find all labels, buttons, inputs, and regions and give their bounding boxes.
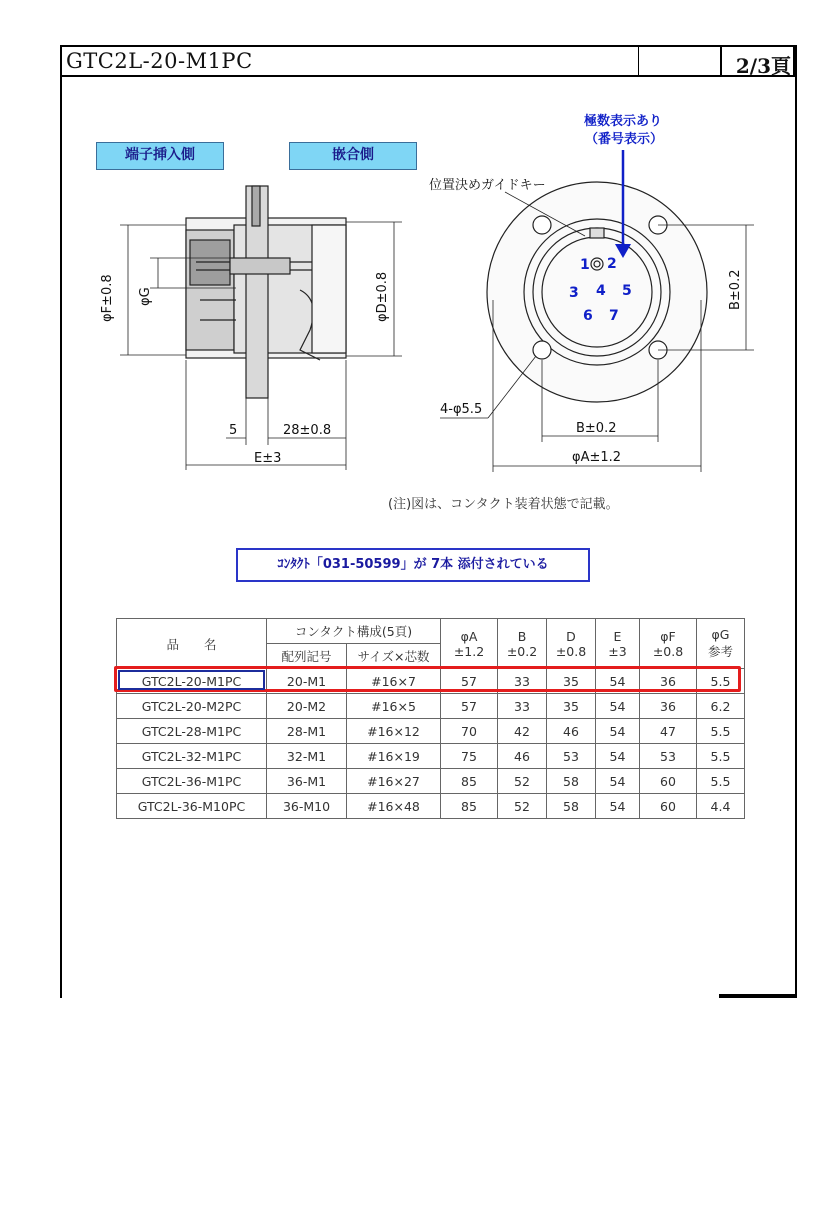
header-layout: 配列記号 [267, 644, 347, 669]
header-G: φG 参考 [697, 619, 745, 669]
header-E: E ±3 [596, 619, 640, 669]
table-row [117, 794, 745, 819]
table-cell: 20-M2 [267, 694, 347, 719]
table-cell: 5.5 [697, 669, 745, 694]
table-cell: 52 [498, 769, 547, 794]
header-B: B ±0.2 [498, 619, 547, 669]
table-cell: 52 [498, 794, 547, 819]
dim-5-label: 5 [229, 423, 238, 438]
polarity-note-line2: （番号表示） [585, 132, 664, 147]
table-cell: 36 [640, 694, 697, 719]
contact-note-text: ｺﾝﾀｸﾄ「031-50599」が 7本 添付されている [277, 557, 549, 572]
table-cell: 85 [441, 794, 498, 819]
dim-F-label: φF±0.8 [100, 274, 115, 322]
table-cell: 36-M1 [267, 769, 347, 794]
pin-1: 1 [580, 257, 590, 273]
table-cell: 5.5 [697, 769, 745, 794]
table-cell: 54 [596, 669, 640, 694]
document-title: GTC2L-20-M1PC [66, 49, 253, 73]
table-cell: #16×27 [347, 769, 441, 794]
header-D: D ±0.8 [547, 619, 596, 669]
table-row [117, 769, 745, 794]
terminal-side-tag: 端子挿入側 [96, 142, 224, 170]
header-name: 品 名 [117, 619, 267, 669]
table-cell: 85 [441, 769, 498, 794]
table-cell: 60 [640, 769, 697, 794]
table-cell: 6.2 [697, 694, 745, 719]
table-cell: 58 [547, 769, 596, 794]
table-cell: 60 [640, 794, 697, 819]
table-cell: GTC2L-20-M1PC [117, 669, 267, 694]
table-cell: GTC2L-36-M10PC [117, 794, 267, 819]
table-cell: 32-M1 [267, 744, 347, 769]
mating-side-tag: 嵌合側 [289, 142, 417, 170]
table-cell: 5.5 [697, 719, 745, 744]
table-row [117, 694, 745, 719]
table-cell: 36-M10 [267, 794, 347, 819]
header-F: φF ±0.8 [640, 619, 697, 669]
table-cell: GTC2L-20-M2PC [117, 694, 267, 719]
table-cell: 35 [547, 669, 596, 694]
table-cell: #16×5 [347, 694, 441, 719]
table-cell: 20-M1 [267, 669, 347, 694]
pin-4: 4 [596, 283, 606, 299]
table-cell: #16×19 [347, 744, 441, 769]
dim-G-label: φG [138, 287, 153, 306]
pin-6: 6 [583, 308, 593, 324]
table-cell: GTC2L-36-M1PC [117, 769, 267, 794]
table-cell: 54 [596, 719, 640, 744]
table-cell: #16×12 [347, 719, 441, 744]
pin-3: 3 [569, 285, 579, 301]
pin-2: 2 [607, 256, 617, 272]
table-cell: 54 [596, 794, 640, 819]
table-cell: 5.5 [697, 744, 745, 769]
table-cell: #16×48 [347, 794, 441, 819]
highlight-name-frame [118, 670, 265, 690]
bottom-rule [719, 994, 795, 998]
contact-note-box [236, 548, 590, 582]
table-row [117, 719, 745, 744]
table-cell: 46 [547, 719, 596, 744]
dim-E-label: E±3 [254, 451, 282, 466]
spec-table [116, 618, 745, 819]
table-cell: 46 [498, 744, 547, 769]
header-contact: コンタクト構成(5頁) [267, 619, 441, 644]
table-cell: 53 [640, 744, 697, 769]
table-cell: 47 [640, 719, 697, 744]
table-row [117, 744, 745, 769]
table-cell: 54 [596, 694, 640, 719]
table-cell: 58 [547, 794, 596, 819]
mounting-holes-label: 4-φ5.5 [440, 402, 483, 417]
header-size: サイズ×芯数 [347, 644, 441, 669]
dim-28-label: 28±0.8 [283, 423, 332, 438]
table-cell: 54 [596, 769, 640, 794]
table-cell: #16×7 [347, 669, 441, 694]
table-cell: 28-M1 [267, 719, 347, 744]
table-cell: 54 [596, 744, 640, 769]
table-cell: 57 [441, 669, 498, 694]
connector-drawing [0, 0, 827, 520]
dim-A-label: φA±1.2 [572, 450, 622, 465]
polarity-note-line1: 極数表示あり [584, 114, 663, 129]
dim-D-label: φD±0.8 [375, 271, 390, 322]
table-cell: GTC2L-28-M1PC [117, 719, 267, 744]
table-cell: 33 [498, 669, 547, 694]
table-cell: 70 [441, 719, 498, 744]
dim-B-vertical-label: B±0.2 [728, 269, 743, 310]
table-cell: 42 [498, 719, 547, 744]
table-cell: 53 [547, 744, 596, 769]
pin-5: 5 [622, 283, 632, 299]
table-cell: 57 [441, 694, 498, 719]
header-A: φA ±1.2 [441, 619, 498, 669]
dim-B-horizontal-label: B±0.2 [576, 421, 617, 436]
pin-7: 7 [609, 308, 619, 324]
page-number: 2/3頁 [735, 54, 791, 78]
table-cell: GTC2L-32-M1PC [117, 744, 267, 769]
guide-key-label: 位置決めガイドキー [429, 178, 546, 193]
drawing-footnote: (注)図は、コンタクト装着状態で記載。 [388, 497, 619, 512]
table-cell: 33 [498, 694, 547, 719]
table-cell: 36 [640, 669, 697, 694]
table-cell: 35 [547, 694, 596, 719]
table-cell: 75 [441, 744, 498, 769]
side-view [186, 186, 346, 398]
table-cell: 4.4 [697, 794, 745, 819]
